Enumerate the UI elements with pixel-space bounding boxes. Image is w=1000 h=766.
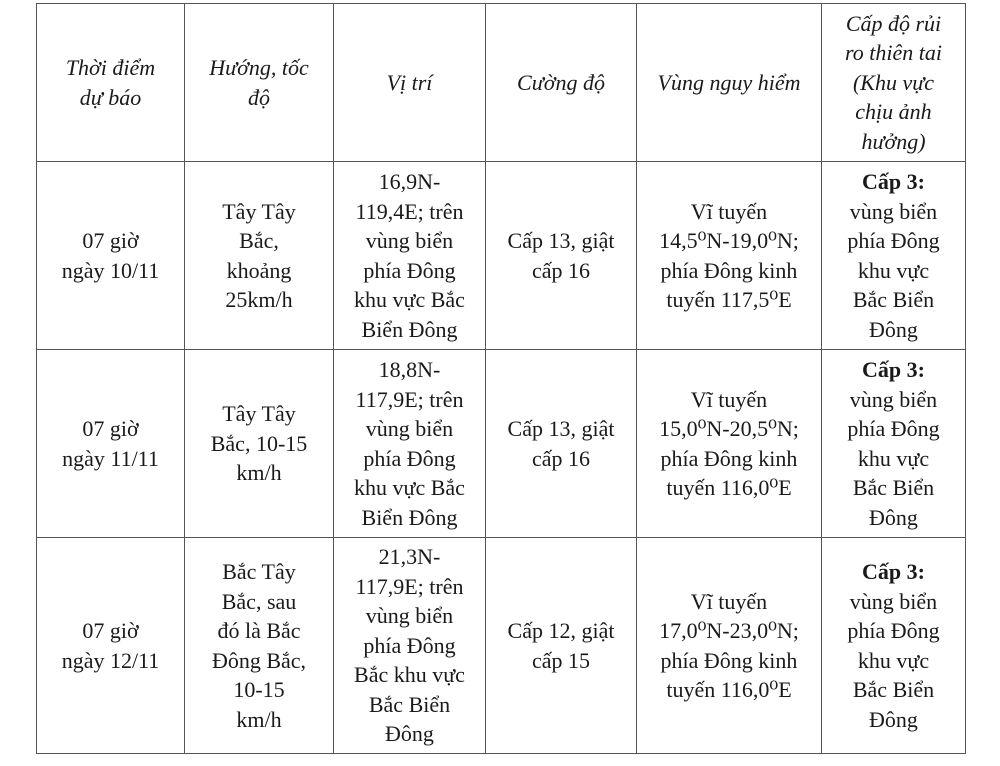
forecast-table [36,3,966,754]
cell-intensity: Cấp 13, giật cấp 16 [486,162,637,350]
header-row [37,4,966,162]
cell-danger-zone: Vĩ tuyến 17,0⁰N-23,0⁰N; phía Đông kinh tuyến 116,0⁰E [637,538,822,754]
cell-danger-zone: Vĩ tuyến 14,5⁰N-19,0⁰N; phía Đông kinh tuyến 117,5⁰E [637,162,822,350]
cell-risk [822,350,966,538]
cell-danger-zone: Vĩ tuyến 15,0⁰N-20,5⁰N; phía Đông kinh tuyến 116,0⁰E [637,350,822,538]
header-direction-speed: Hướng, tốc độ [185,4,334,162]
table-row [37,350,966,538]
cell-risk [822,162,966,350]
header-position: Vị trí [334,4,486,162]
table-row [37,162,966,350]
cell-risk [822,538,966,754]
risk-level-label: Cấp 3: [862,559,925,584]
risk-area-text: vùng biển phía Đông khu vực Bắc Biển Đông [847,386,940,530]
risk-level-label: Cấp 3: [862,169,925,194]
cell-direction: Bắc Tây Bắc, sau đó là Bắc Đông Bắc, 10-15 km/h [185,538,334,754]
cell-position: 18,8N- 117,9E; trên vùng biển phía Đông khu vực Bắc Biển Đông [334,350,486,538]
cell-time: 07 giờ ngày 12/11 [37,538,185,754]
risk-area-text: vùng biển phía Đông khu vực Bắc Biển Đông [847,198,940,342]
cell-intensity: Cấp 13, giật cấp 16 [486,350,637,538]
cell-time: 07 giờ ngày 10/11 [37,162,185,350]
header-intensity: Cường độ [486,4,637,162]
cell-direction: Tây Tây Bắc, khoảng 25km/h [185,162,334,350]
cell-direction: Tây Tây Bắc, 10-15 km/h [185,350,334,538]
table-row [37,538,966,754]
cell-position: 21,3N- 117,9E; trên vùng biển phía Đông Bắc khu vực Bắc Biển Đông [334,538,486,754]
cell-position: 16,9N- 119,4E; trên vùng biển phía Đông khu vực Bắc Biển Đông [334,162,486,350]
header-risk-level: Cấp độ rủi ro thiên tai (Khu vực chịu ảnh hưởng) [822,4,966,162]
cell-time: 07 giờ ngày 11/11 [37,350,185,538]
header-forecast-time: Thời điểm dự báo [37,4,185,162]
risk-level-label: Cấp 3: [862,357,925,382]
cell-intensity: Cấp 12, giật cấp 15 [486,538,637,754]
risk-area-text: vùng biển phía Đông khu vực Bắc Biển Đông [847,588,940,732]
header-danger-zone: Vùng nguy hiểm [637,4,822,162]
